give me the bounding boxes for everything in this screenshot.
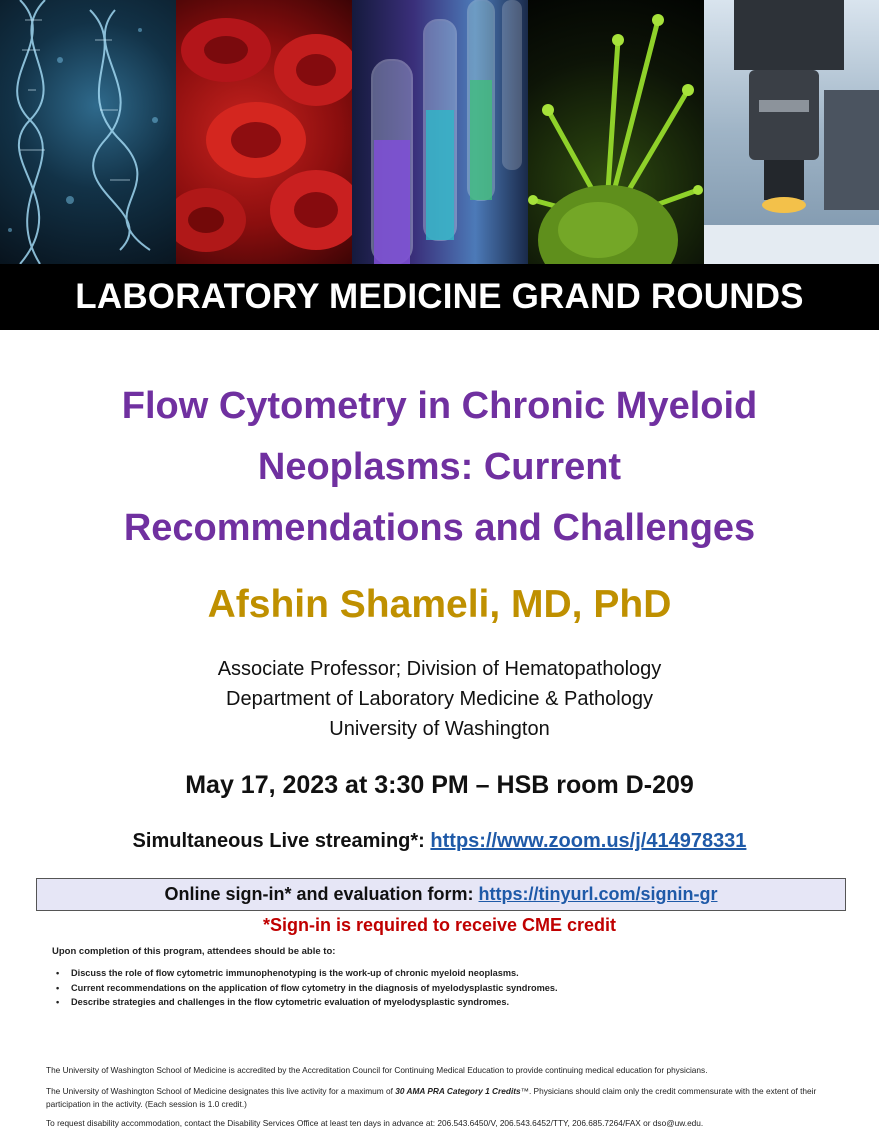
talk-title-line: Recommendations and Challenges — [123, 507, 756, 549]
banner-image-strip — [0, 0, 879, 264]
talk-title-line: Neoplasms: Current — [257, 446, 622, 488]
stream-label: Simultaneous Live streaming*: — [132, 830, 431, 852]
event-datetime-location: May 17, 2023 at 3:30 PM – HSB room D-209 — [185, 771, 694, 799]
talk-title-line: Flow Cytometry in Chronic Myeloid — [121, 385, 758, 427]
credit-designation-statement — [46, 1085, 836, 1110]
signin-label: Online sign-in* and evaluation form: — [164, 884, 474, 904]
zoom-link[interactable]: https://www.zoom.us/j/414978331 — [430, 830, 747, 852]
objective-item: • Current recommendations on the application of flow cytometry in the diagnosis of myelodysplastic syndromes. — [52, 981, 558, 996]
speaker-name: Afshin Shameli, MD, PhD — [207, 583, 672, 626]
disability-statement: To request disability accommodation, contact the Disability Services Office at least ten days in advance at: 206.543.6450/V, 206.543.6452/TTY, 206.685.7264/FAX or dso@uw.edu. — [46, 1118, 704, 1128]
objective-item: • Discuss the role of flow cytometric immunophenotyping is the work-up of chronic myeloid neoplasms. — [52, 966, 558, 981]
objective-item: • Describe strategies and challenges in the flow cytometric evaluation of myelodysplastic syndromes. — [52, 995, 558, 1010]
live-stream-line — [40, 826, 839, 856]
talk-title — [40, 376, 839, 559]
affiliation-line: Associate Professor; Division of Hematopathology — [217, 658, 662, 680]
series-title: LABORATORY MEDICINE GRAND ROUNDS — [0, 264, 879, 330]
dna-image — [0, 0, 176, 264]
speaker-affiliation — [40, 654, 839, 744]
test-tubes-image — [352, 0, 528, 264]
signin-link[interactable]: https://tinyurl.com/signin-gr — [478, 884, 718, 904]
designation-credit: 30 AMA PRA Category 1 Credits — [395, 1086, 521, 1096]
designation-pre: The University of Washington School of Medicine designates this live activity for a maximum of — [46, 1086, 396, 1096]
virus-image — [528, 0, 704, 264]
signin-box — [36, 878, 846, 911]
red-blood-cells-image — [176, 0, 352, 264]
microscope-image — [704, 0, 879, 264]
affiliation-line: University of Washington — [329, 718, 550, 740]
affiliation-line: Department of Laboratory Medicine & Pathology — [226, 688, 653, 710]
objectives-intro: Upon completion of this program, attendees should be able to: — [52, 946, 336, 957]
accreditation-statement: The University of Washington School of Medicine is accredited by the Accreditation Council for Continuing Medical Education to provide continuing medical education for physicians. — [46, 1065, 708, 1075]
objectives-list — [52, 966, 558, 1010]
designation-post: ™. Physicians should claim only the credit commensurate with the extent of their participation in the activity. (Each session is 1.0 credit.) — [46, 1086, 817, 1109]
signin-required-note: *Sign-in is required to receive CME credit — [262, 915, 617, 935]
